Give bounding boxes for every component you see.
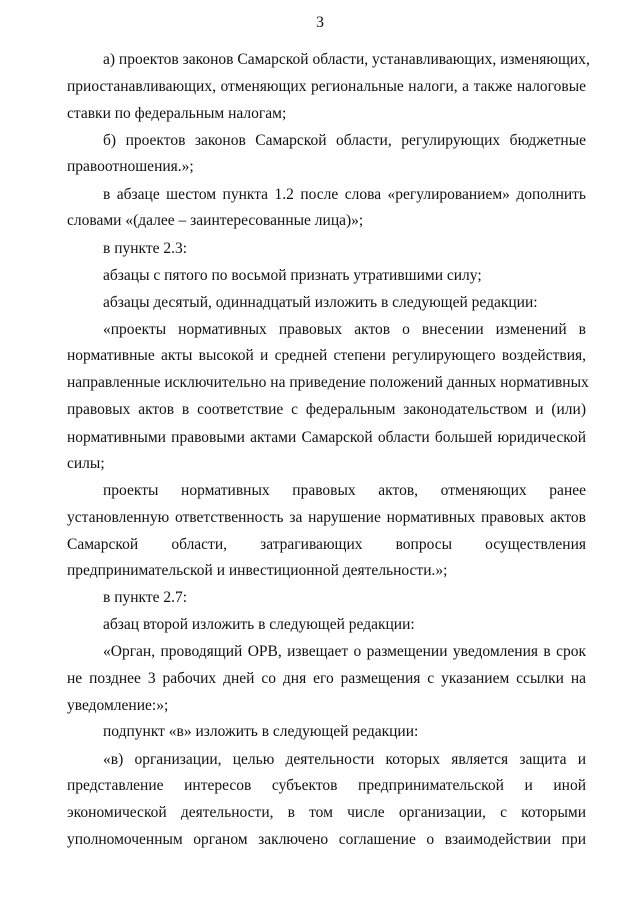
paragraph-line: Самарской области, затрагивающих вопросы осуществления bbox=[67, 536, 586, 553]
paragraph-line: а) проектов законов Самарской области, устанавливающих, изменяющих, bbox=[103, 51, 590, 68]
paragraph-line: уполномоченным органом заключено соглашение о взаимодействии при bbox=[67, 831, 586, 848]
paragraph-line: проекты нормативных правовых актов, отменяющих ранее bbox=[103, 482, 586, 499]
paragraph-line: правоотношения.»; bbox=[67, 158, 194, 175]
paragraph-line: «Орган, проводящий ОРВ, извещает о размещении уведомления в срок bbox=[103, 643, 586, 660]
page-number: 3 bbox=[316, 14, 324, 31]
paragraph-line: б) проектов законов Самарской области, регулирующих бюджетные bbox=[103, 132, 586, 149]
paragraph-line: «в) организации, целью деятельности которых является защита и bbox=[103, 751, 586, 768]
paragraph-line: предпринимательской и инвестиционной деятельности.»; bbox=[67, 562, 448, 579]
paragraph-line: в абзаце шестом пункта 1.2 после слова «регулированием» дополнить bbox=[103, 186, 586, 203]
paragraph-line: нормативными правовыми актами Самарской области большей юридической bbox=[67, 429, 586, 446]
paragraph-line: приостанавливающих, отменяющих региональные налоги, а также налоговые bbox=[67, 78, 586, 95]
paragraph-line: нормативные акты высокой и средней степени регулирующего воздействия, bbox=[67, 347, 586, 364]
paragraph-line: «проекты нормативных правовых актов о внесении изменений в bbox=[103, 321, 586, 338]
paragraph-line: словами «(далее – заинтересованные лица)»; bbox=[67, 212, 364, 229]
paragraph-line: направленные исключительно на приведение положений данных нормативных bbox=[67, 374, 589, 391]
paragraph-line: в пункте 2.7: bbox=[103, 589, 188, 606]
paragraph-line: установленную ответственность за нарушение нормативных правовых актов bbox=[67, 509, 586, 526]
paragraph-line: представление интересов субъектов предпринимательской и иной bbox=[67, 777, 586, 794]
paragraph-line: подпункт «в» изложить в следующей редакции: bbox=[103, 723, 419, 740]
paragraph-line: абзацы с пятого по восьмой признать утратившими силу; bbox=[103, 267, 482, 284]
paragraph-line: абзац второй изложить в следующей редакции: bbox=[103, 616, 415, 633]
paragraph-line: ставки по федеральным налогам; bbox=[67, 105, 287, 122]
paragraph-line: абзацы десятый, одиннадцатый изложить в следующей редакции: bbox=[103, 294, 538, 311]
paragraph-line: не позднее 3 рабочих дней со дня его размещения с указанием ссылки на bbox=[67, 670, 586, 687]
paragraph-line: уведомление:»; bbox=[67, 697, 169, 714]
paragraph-line: силы; bbox=[67, 455, 105, 472]
paragraph-line: в пункте 2.3: bbox=[103, 240, 188, 257]
paragraph-line: экономической деятельности, в том числе организации, с которыми bbox=[67, 804, 586, 821]
paragraph-line: правовых актов в соответствие с федеральным законодательством и (или) bbox=[67, 401, 586, 418]
